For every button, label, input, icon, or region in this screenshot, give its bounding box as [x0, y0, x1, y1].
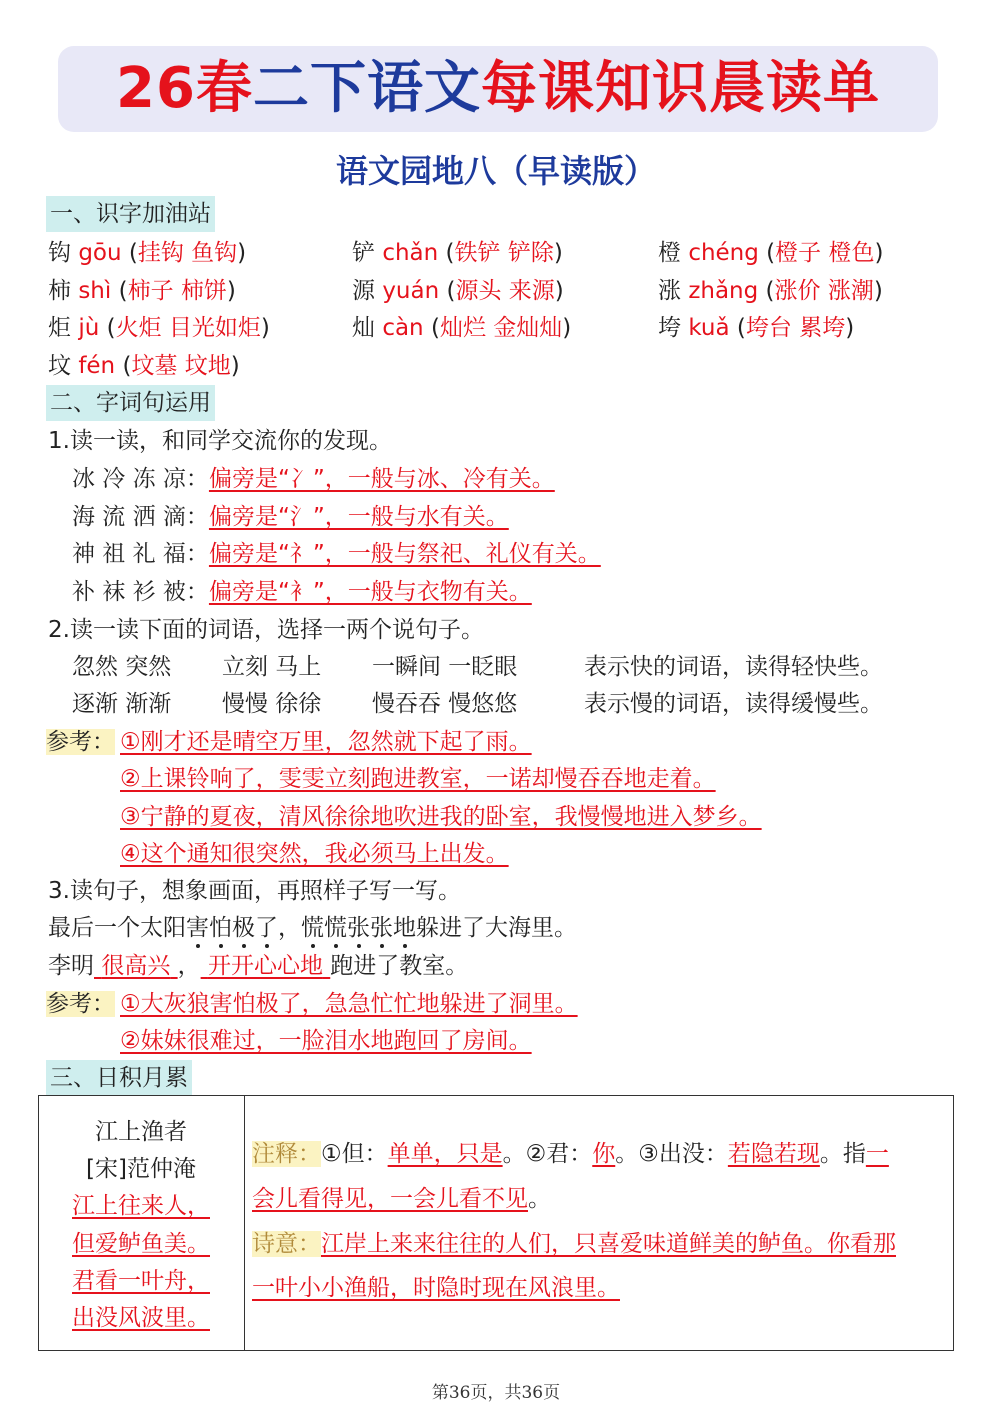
subtitle: 语文园地八（早读版） [335, 152, 656, 190]
char-entry: 铲 chǎn (铁铲 铲除) [352, 240, 563, 266]
radical-row: 神 祖 礼 福：偏旁是“礻”，一般与祭祀、礼仪有关。 [72, 541, 601, 567]
reference-label: 参考： [46, 991, 115, 1017]
poem-line: 出没风波里。 [72, 1305, 210, 1331]
title-part2: 二下语文 [252, 56, 481, 121]
title-banner [58, 46, 938, 132]
reference-sentence: ③宁静的夏夜，清风徐徐地吹进我的卧室，我慢慢地进入梦乡。 [120, 804, 762, 830]
radical-row: 补 袜 衫 被：偏旁是“衤”，一般与衣物有关。 [72, 579, 532, 605]
char-entry: 涨 zhǎng (涨价 涨潮) [658, 278, 883, 304]
poem-title: 江上渔者 [95, 1119, 187, 1145]
example-sentence: 最后一个太阳害怕极了，慌慌张张地躲进了大海里。 [48, 915, 577, 941]
char-entry: 钩 gōu (挂钩 鱼钩) [48, 240, 247, 266]
word-group-note: 表示快的词语，读得轻快些。 [584, 654, 883, 680]
char-entry: 垮 kuǎ (垮台 累垮) [658, 315, 855, 341]
word-group-note: 表示慢的词语，读得缓慢些。 [584, 691, 883, 717]
char-entry: 柿 shì (柿子 柿饼) [48, 278, 236, 304]
note-line: 会儿看得见，一会儿看不见。 [252, 1186, 551, 1212]
poem-line: 江上往来人， [72, 1193, 210, 1219]
word-group: 慢慢 徐徐 [222, 691, 322, 717]
word-group: 慢吞吞 慢悠悠 [372, 691, 518, 717]
word-group: 逐渐 渐渐 [72, 691, 172, 717]
meaning-line: 诗意：江岸上来来往往的人们，只喜爱味道鲜美的鲈鱼。你看那 [252, 1231, 896, 1257]
question-title: 2.读一读下面的词语，选择一两个说句子。 [48, 617, 484, 643]
char-entry: 源 yuán (源头 来源) [352, 278, 564, 304]
radical-row: 冰 冷 冻 凉：偏旁是“冫”，一般与冰、冷有关。 [72, 466, 555, 492]
page-footer: 第36页，共36页 [431, 1383, 561, 1403]
poem-line: 但爱鲈鱼美。 [72, 1231, 210, 1257]
question-title: 1.读一读，和同学交流你的发现。 [48, 428, 392, 454]
fill-sentence: 李明 很高兴 ， 开开心心地 跑进了教室。 [48, 953, 469, 979]
reference-sentence: ②上课铃响了，雯雯立刻跑进教室，一诺却慢吞吞地走着。 [120, 766, 716, 792]
title-part3: 每课知识晨读单 [480, 56, 880, 121]
title-part1: 26春 [116, 56, 253, 121]
note-line: 注释：①但：单单，只是。②君：你。③出没：若隐若现。指一 [252, 1141, 889, 1167]
reference-sentence: ④这个通知很突然，我必须马上出发。 [120, 841, 509, 867]
char-entry: 炬 jù (火炬 目光如炬) [48, 315, 270, 341]
reference-label: 参考： [46, 729, 115, 755]
word-group: 忽然 突然 [72, 654, 172, 680]
meaning-line: 一叶小小渔船，时隐时现在风浪里。 [252, 1275, 620, 1301]
char-entry: 坟 fén (坟墓 坟地) [48, 353, 240, 379]
char-entry: 橙 chéng (橙子 橙色) [658, 240, 884, 266]
section-heading-1: 一、识字加油站 [46, 196, 215, 232]
reference-sentence: ①刚才还是晴空万里，忽然就下起了雨。 [120, 729, 532, 755]
poem-line: 君看一叶舟， [72, 1268, 210, 1294]
question-title: 3.读句子，想象画面，再照样子写一写。 [48, 878, 461, 904]
reference-sentence: ①大灰狼害怕极了，急急忙忙地躲进了洞里。 [120, 991, 578, 1017]
section-heading-3: 三、日积月累 [46, 1060, 192, 1096]
poem-author: [宋]范仲淹 [86, 1156, 196, 1182]
word-group: 一瞬间 一眨眼 [372, 654, 518, 680]
reference-sentence: ②妹妹很难过，一脸泪水地跑回了房间。 [120, 1028, 532, 1054]
section-heading-2: 二、字词句运用 [46, 385, 215, 421]
word-group: 立刻 马上 [222, 654, 322, 680]
radical-row: 海 流 洒 滴：偏旁是“氵”，一般与水有关。 [72, 504, 509, 530]
char-entry: 灿 càn (灿烂 金灿灿) [352, 315, 572, 341]
